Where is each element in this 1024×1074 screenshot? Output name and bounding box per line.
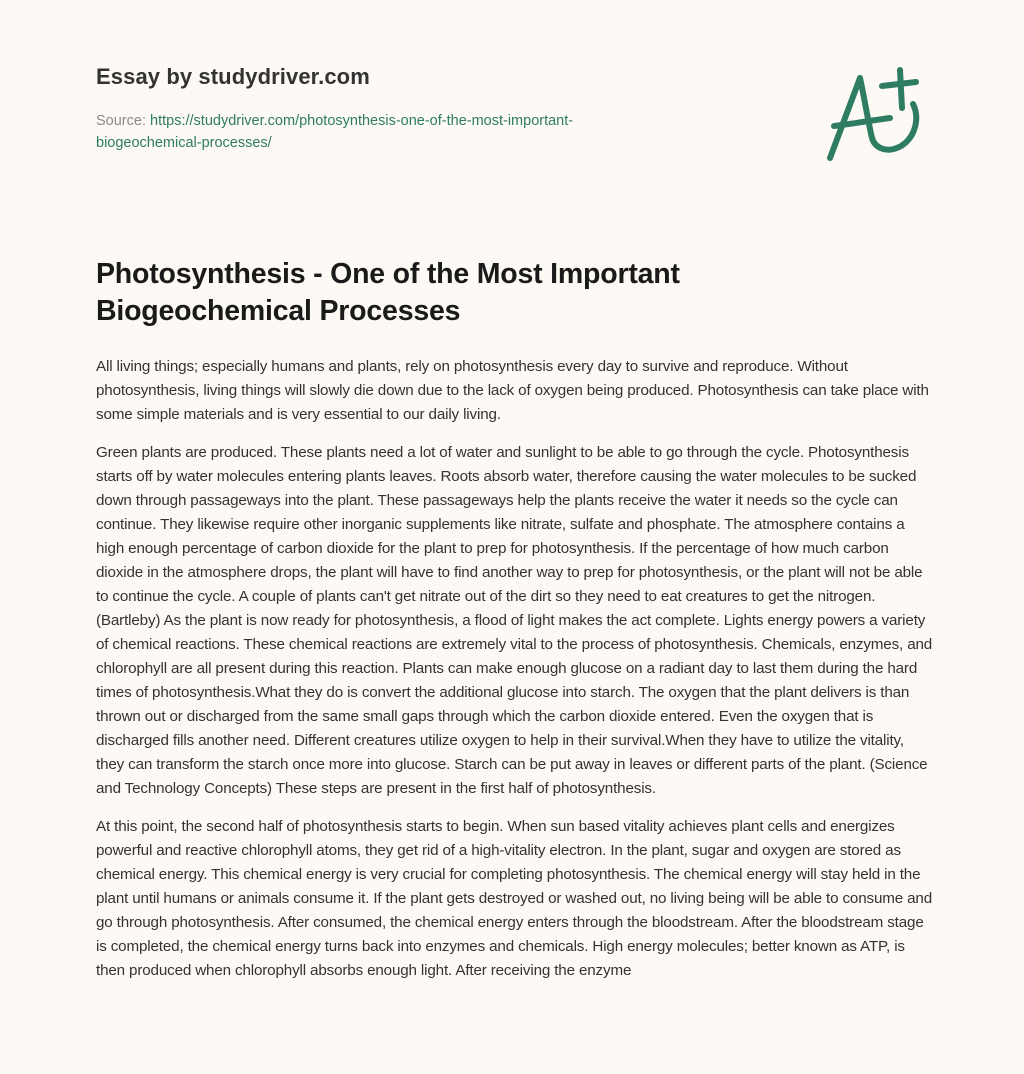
article-title-line1: Photosynthesis - One of the Most Important bbox=[96, 258, 680, 290]
a-plus-grade-icon bbox=[820, 66, 930, 166]
page-header bbox=[96, 62, 736, 154]
article-title-line2: Biogeochemical Processes bbox=[96, 295, 461, 327]
paragraph-1: All living things; especially humans and plants, rely on photosynthesis every day to survive and reproduce. Without photosynthesis, living things will slowly die down due to the lack of oxygen being produced. Photosynthesis can take place with some simple materials and is very essential to our daily living. bbox=[96, 358, 929, 423]
article-body bbox=[96, 355, 936, 997]
source-line bbox=[96, 110, 736, 154]
source-label: Source: bbox=[96, 113, 146, 129]
source-link-line2: biogeochemical-processes/ bbox=[96, 135, 272, 151]
article-title bbox=[96, 256, 816, 330]
source-link[interactable] bbox=[96, 113, 573, 151]
source-link-line1: https://studydriver.com/photosynthesis-one-of-the-most-important- bbox=[150, 113, 574, 129]
site-title: Essay by studydriver.com bbox=[96, 64, 370, 89]
paragraph-2: Green plants are produced. These plants need a lot of water and sunlight to be able to go through the cycle. Photosynthesis starts off by water molecules entering plants leaves. Roots absorb water, therefore causing the water molecules to be sucked down through passageways into the plant. These passageways help the plants receive the water it needs so the cycle can continue. They likewise require other inorganic supplements like nitrate, sulfate and phosphate. The atmosphere contains a high enough percentage of carbon dioxide for the plant to prep for photosynthesis. If the percentage of how much carbon dioxide in the atmosphere drops, the plant will have to find another way to prep for photosynthesis, or the plant will not be able to continue the cycle. A couple of plants can't get nitrate out of the dirt so they need to eat creatures to get the nitrogen. (Bartleby) As the plant is now ready for photosynthesis, a flood of light makes the act complete. Lights energy powers a variety of chemical reactions. These chemical reactions are extremely vital to the process of photosynthesis. Chemicals, enzymes, and chlorophyll are all present during this reaction. Plants can make enough glucose on a radiant day to last them during the hard times of photosynthesis.What they do is convert the additional glucose into starch. The oxygen that the plant delivers is than thrown out or discharged from the same small gaps through which the carbon dioxide entered. Even the oxygen that is discharged fills another need. Different creatures utilize oxygen to help in their survival.When they have to utilize the vitality, they can transform the starch once more into glucose. Starch can be put away in leaves or different parts of the plant. (Science and Technology Concepts) These steps are present in the first half of photosynthesis. bbox=[96, 444, 933, 797]
paragraph-3: At this point, the second half of photosynthesis starts to begin. When sun based vitality achieves plant cells and energizes powerful and reactive chlorophyll atoms, they get rid of a high-vitality electron. In the plant, sugar and oxygen are stored as chemical energy. This chemical energy is very crucial for completing photosynthesis. The chemical energy will stay held in the plant until humans or animals consume it. If the plant gets destroyed or washed out, no living being will be able to consume and go through photosynthesis. After consumed, the chemical energy enters through the bloodstream. After the bloodstream stage is completed, the chemical energy turns back into enzymes and chemicals. High energy molecules; better known as ATP, is then produced when chlorophyll absorbs enough light. After receiving the enzyme bbox=[96, 818, 933, 979]
